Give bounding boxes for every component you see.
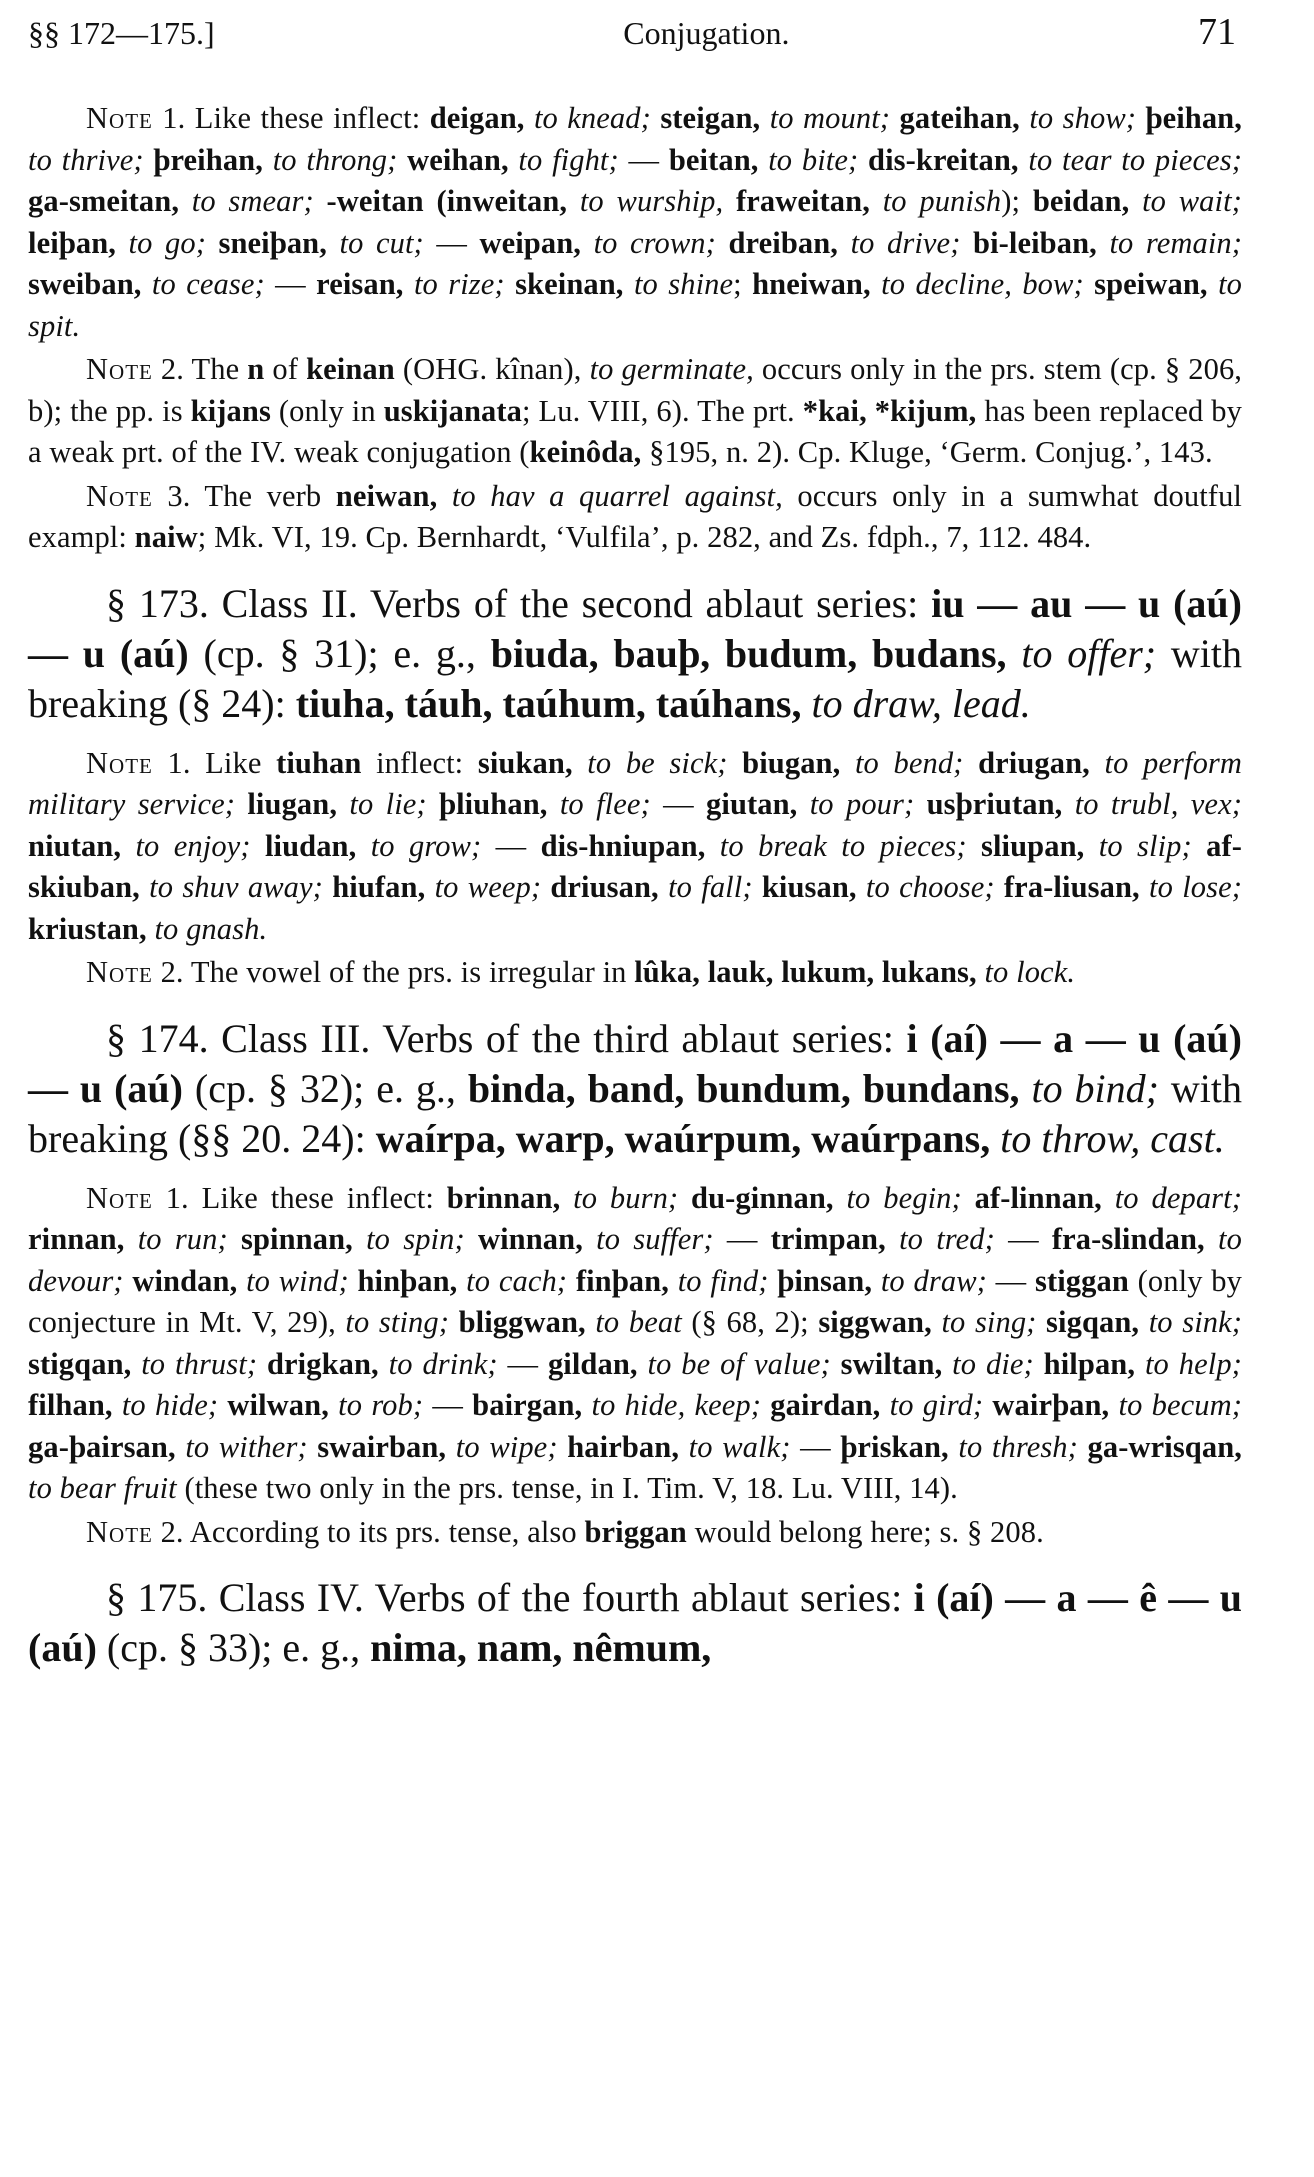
page <box>28 10 1242 1687</box>
note-paragraph: Note 1. Like these inflect: deigan, to knead; steigan, to mount; gateihan, to show; þeihan, to thrive; þreihan, to throng; weihan, to fight; — beitan, to bite; dis-kreitan, to tear to pieces; ga-smeitan, to smear; -weitan (inweitan, to wurship, fraweitan, to punish); beidan, to wait; leiþan, to go; sneiþan, to cut; — weipan, to crown; dreiban, to drive; bi-leiban, to remain; sweiban, to cease; — reisan, to rize; skeinan, to shine; hneiwan, to decline, bow; speiwan, to spit. <box>28 101 1243 343</box>
section-heading-paragraph: § 173. Class II. Verbs of the second ablaut series: iu — au — u (aú) — u (aú) (cp. § 31); e. g., biuda, bauþ, budum, budans, to offer; with breaking (§ 24): tiuha, táuh, taúhum, taúhans, to draw, lead. <box>28 580 1243 726</box>
section-heading-paragraph: § 175. Class IV. Verbs of the fourth ablaut series: i (aí) — a — ê — u (aú) (cp. § 33); e. g., nima, nam, nêmum, <box>28 1575 1242 1670</box>
section-heading-paragraph: § 174. Class III. Verbs of the third ablaut series: i (aí) — a — u (aú) — u (aú) (cp. § 32); e. g., binda, band, bundum, bundans, to bind; with breaking (§§ 20. 24): waírpa, warp, waúrpum, waúrpans, to throw, cast. <box>28 1015 1243 1161</box>
note-paragraph: Note 2. The n of keinan (OHG. kînan), to germinate, occurs only in the prs. stem (cp. § 206, b); the pp. is kijans (only in uskijanata; Lu. VIII, 6). The prt. *kai, *kijum, has been replaced by a weak prt. of the IV. weak conjugation (keinôda, §195, n. 2). Cp. Kluge, ‘Germ. Conjug.’, 143. <box>28 352 1243 469</box>
header-section-range: §§ 172—175.] <box>28 15 215 51</box>
note-paragraph: Note 1. Like these inflect: brinnan, to burn; du-ginnan, to begin; af-linnan, to depart; rinnan, to run; spinnan, to spin; winnan, to suffer; — trimpan, to tred; — fra-slindan, to devour; windan, to wind; hinþan, to cach; finþan, to find; þinsan, to draw; — stiggan (only by conjecture in Mt. V, 29), to sting; bliggwan, to beat (§ 68, 2); siggwan, to sing; sigqan, to sink; stigqan, to thrust; drigkan, to drink; — gildan, to be of value; swiltan, to die; hilpan, to help; filhan, to hide; wilwan, to rob; — bairgan, to hide, keep; gairdan, to gird; wairþan, to becum; ga-þairsan, to wither; swairban, to wipe; hairban, to walk; — þriskan, to thresh; ga-wrisqan, to bear fruit (these two only in the prs. tense, in I. Tim. V, 18. Lu. VIII, 14). <box>28 1180 1243 1505</box>
page-body <box>28 98 1242 1673</box>
note-paragraph: Note 1. Like tiuhan inflect: siukan, to be sick; biugan, to bend; driugan, to perform military service; liugan, to lie; þliuhan, to flee; — giutan, to pour; usþriutan, to trubl, vex; niutan, to enjoy; liudan, to grow; — dis-hniupan, to break to pieces; sliupan, to slip; af-skiuban, to shuv away; hiufan, to weep; driusan, to fall; kiusan, to choose; fra-liusan, to lose; kriustan, to gnash. <box>28 745 1243 946</box>
running-header <box>28 10 1242 62</box>
note-paragraph: Note 3. The verb neiwan, to hav a quarrel against, occurs only in a sumwhat doutful exampl: naiw; Mk. VI, 19. Cp. Bernhardt, ‘Vulfila’, p. 282, and Zs. fdph., 7, 112. 484. <box>28 478 1242 554</box>
page-number: 71 <box>1198 11 1236 53</box>
header-chapter-title: Conjugation. <box>623 15 790 51</box>
note-paragraph: Note 2. According to its prs. tense, also briggan would belong here; s. § 208. <box>86 1514 1044 1549</box>
note-paragraph: Note 2. The vowel of the prs. is irregular in lûka, lauk, lukum, lukans, to lock. <box>86 955 1076 989</box>
